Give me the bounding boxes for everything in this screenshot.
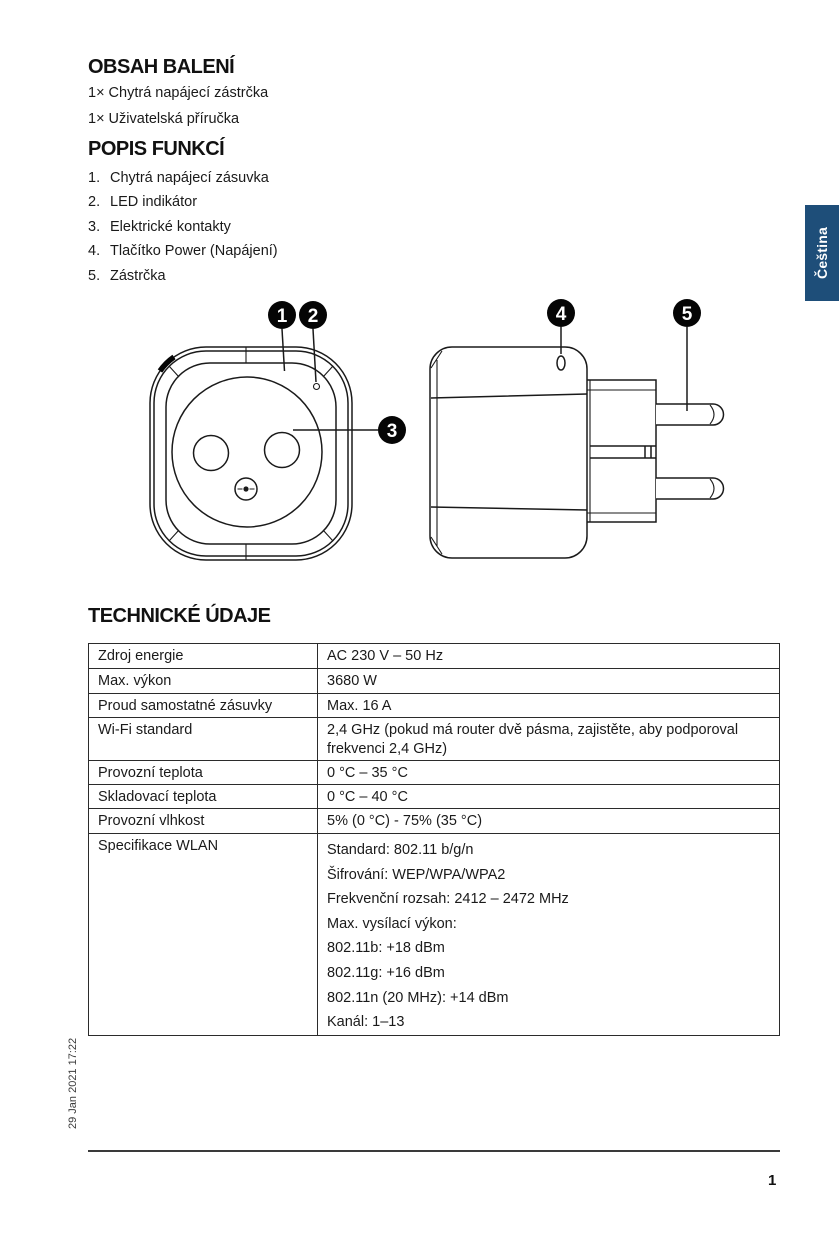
spec-value: 3680 W <box>318 669 780 694</box>
spec-label: Specifikace WLAN <box>89 834 318 1036</box>
spec-value: 5% (0 °C) - 75% (35 °C) <box>318 809 780 834</box>
ground-pin-dot <box>243 486 248 491</box>
spec-value-line: 802.11b: +18 dBm <box>327 940 445 957</box>
callout-5-number: 5 <box>681 304 693 325</box>
function-item-number: 3. <box>88 218 101 235</box>
spec-row <box>89 761 780 785</box>
function-item <box>88 215 278 239</box>
spec-label: Zdroj energie <box>89 644 318 669</box>
tech-table <box>88 643 780 1036</box>
spec-value-line: 802.11g: +16 dBm <box>327 964 445 981</box>
spec-row <box>89 718 780 761</box>
function-item-label: LED indikátor <box>110 194 198 211</box>
spec-value-line: Kanál: 1–13 <box>327 1014 405 1031</box>
spec-value: Max. 16 A <box>318 694 780 718</box>
function-item <box>88 166 278 190</box>
spec-label: Max. výkon <box>89 669 318 694</box>
tech-table-body <box>89 644 780 1036</box>
spec-value: AC 230 V – 50 Hz <box>318 644 780 669</box>
plug-pin-bottom <box>656 478 724 499</box>
package-item: 1× Uživatelská příručka <box>88 111 240 127</box>
function-item <box>88 239 278 263</box>
spec-value-line: Frekvenční rozsah: 2412 – 2472 MHz <box>327 891 569 908</box>
callout-2-number: 2 <box>307 306 319 327</box>
technical-section-title: TECHNICKÉ ÚDAJE <box>88 605 271 627</box>
function-item-label: Tlačítko Power (Napájení) <box>110 243 278 260</box>
function-item-label: Zástrčka <box>110 267 166 284</box>
smart-plug-side-view <box>430 327 724 558</box>
spec-value-line: 802.11n (20 MHz): +14 dBm <box>327 989 509 1006</box>
smart-plug-front-view <box>150 329 378 560</box>
spec-value: 2,4 GHz (pokud má router dvě pásma, zajistěte, aby podporoval frekvenci 2,4 GHz) <box>318 718 780 761</box>
spec-value: 0 °C – 40 °C <box>318 785 780 809</box>
functions-list <box>88 166 278 288</box>
spec-row <box>89 644 780 669</box>
page-number: 1 <box>768 1172 777 1189</box>
spec-row <box>89 694 780 718</box>
language-tab-label: Čeština <box>814 227 831 279</box>
functions-section-title: POPIS FUNKCÍ <box>88 138 225 160</box>
print-timestamp: 29 Jan 2021 17:22 <box>67 1037 79 1129</box>
spec-label: Provozní vlhkost <box>89 809 318 834</box>
function-item-number: 4. <box>88 243 101 260</box>
spec-value: 0 °C – 35 °C <box>318 761 780 785</box>
package-item: 1× Chytrá napájecí zástrčka <box>88 85 269 101</box>
function-item <box>88 190 278 214</box>
spec-value-line: Max. vysílací výkon: <box>327 915 457 932</box>
package-list <box>88 80 268 132</box>
function-item-number: 1. <box>88 170 101 186</box>
callout-1-number: 1 <box>276 306 288 327</box>
callout-3-number: 3 <box>386 421 398 442</box>
spec-value <box>318 834 780 1036</box>
spec-label: Wi-Fi standard <box>89 718 318 761</box>
plug-pin-top <box>656 404 724 425</box>
function-item-number: 5. <box>88 267 101 284</box>
callout-4-number: 4 <box>555 304 567 325</box>
package-section-title: OBSAH BALENÍ <box>88 56 235 78</box>
function-item-label: Elektrické kontakty <box>110 218 231 235</box>
spec-label: Skladovací teplota <box>89 785 318 809</box>
spec-label: Proud samostatné zásuvky <box>89 694 318 718</box>
spec-value-line: Standard: 802.11 b/g/n <box>327 842 474 858</box>
device-diagram <box>0 295 839 610</box>
language-tab <box>805 205 839 301</box>
spec-row <box>89 785 780 809</box>
spec-row <box>89 809 780 834</box>
spec-label: Provozní teplota <box>89 761 318 785</box>
spec-row <box>89 669 780 694</box>
function-item-number: 2. <box>88 194 101 211</box>
spec-value-line: Šifrování: WEP/WPA/WPA2 <box>327 866 506 883</box>
footer-rule <box>88 1150 780 1152</box>
function-item-label: Chytrá napájecí zásuvka <box>110 170 269 186</box>
function-item <box>88 264 278 288</box>
spec-row <box>89 834 780 1036</box>
